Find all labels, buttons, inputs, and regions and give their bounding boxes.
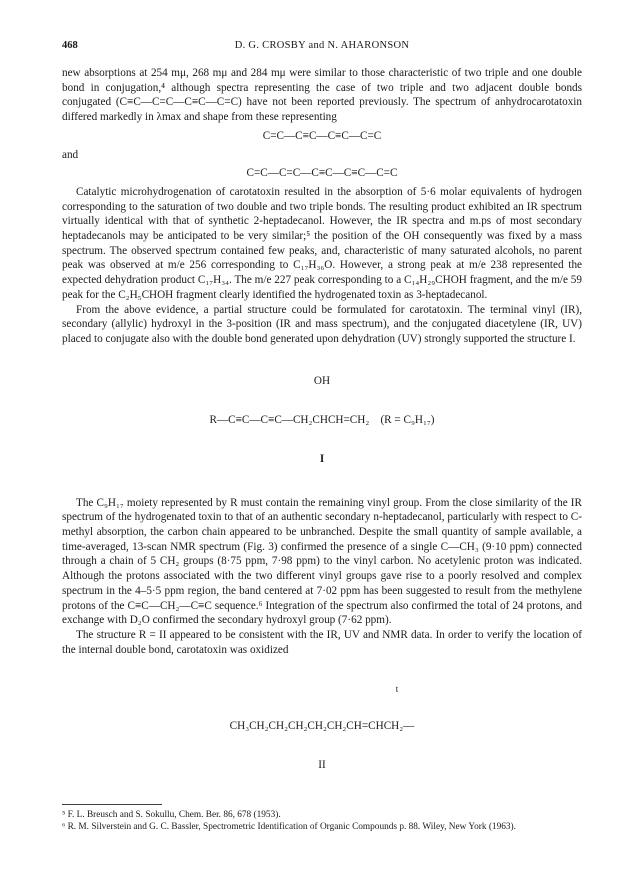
footnote-6: ⁶ R. M. Silverstein and G. C. Bassler, Spectrometric Identification of Organic Compounds p. 88. Wiley, New York (1963). [62, 822, 516, 833]
running-head: D. G. CROSBY and N. AHARONSON [234, 40, 410, 51]
page-header [62, 40, 582, 56]
structure-2 [62, 659, 582, 798]
paragraph-2: Catalytic microhydrogenation of carotatoxin resulted in the absorption of 5·6 molar equivalents of hydrogen corresponding to the saturation of two double and two triple bonds. The resulting product exhibited an IR spectrum virtually identical with that of synthetic 2-heptadecanol. However, the IR spectra and m.ps of most secondary heptadecanols may be anticipated to be very similar;⁵ the position of the OH consequently was fixed by a mass spectrum. The observed spectrum contained few peaks, and, characteristic of many saturated alcohols, no parent peak was observed at m/e 256 corresponding to C₁₇H₃₆O. However, a strong peak at m/e 238 represented the expected dehydration product C₁₇H₃₄. The m/e 227 peak corresponding to a C₁₄H₂₉CHOH fragment, and the m/e 59 peak for the C₂H₅CHOH fragment clearly identified the hydrogenated toxin as 3-heptadecanol. [62, 185, 582, 301]
article-body [62, 66, 582, 833]
structure-2-mark: t [395, 684, 399, 695]
structure-1-label: I [319, 452, 325, 465]
and-connector: and [62, 148, 79, 161]
page-number: 468 [62, 40, 78, 51]
paragraph-3: From the above evidence, a partial structure could be formulated for carotatoxin. The terminal vinyl (IR), secondary (allylic) hydroxyl in the 3-position (IR and mass spectrum), and the conjugated diacetylene (IR, UV) placed to conjugate also with the double bond generated upon dehydration (UV) strongly supported the structure I. [62, 303, 582, 345]
structure-2-label: II [318, 759, 326, 772]
paragraph-4: The C₉H₁₇ moiety represented by R must contain the remaining vinyl group. From the close similarity of the IR spectrum of the hydrogenated toxin to that of an authentic secondary n-heptadecanol, particularly with respect to C-methyl absorption, the carbon chain appeared to be unbranched. Despite the small quantity of sample available, a time-averaged, 13-scan NMR spectrum (Fig. 3) confirmed the presence of a single C—CH₃ (9·10 ppm) connected through a chain of 5 CH₂ groups (8·75 ppm, 7·98 ppm) to the vinyl carbon. No acetylenic proton was indicated. Although the protons associated with the two different vinyl groups gave rise to a poorly resolved and complex spectrum in the 4–5·5 ppm region, the band centered at 7·02 ppm has been suggested to result from the methylene protons of the C≡C—CH₂—C≡C sequence.⁶ Integration of the spectrum also confirmed the total of 24 protons, and exchange with D₂O confirmed the secondary hydroxyl group (7·62 ppm). [62, 496, 582, 627]
paragraph-5: The structure R = II appeared to be consistent with the IR, UV and NMR data. In order to verify the location of the internal double bond, carotatoxin was oxidized [62, 628, 582, 656]
footnote-5: ⁵ F. L. Breusch and S. Sokullu, Chem. Ber. 86, 678 (1953). [62, 810, 281, 821]
footnote-rule [62, 804, 162, 805]
formula-2: C=C—C=C—C≡C—C≡C—C=C [246, 167, 398, 180]
structure-2-formula: CH₃CH₂CH₂CH₂CH₂CH₂CH=CHCH₂— [229, 720, 415, 733]
structure-1 [62, 349, 582, 492]
paragraph-1: new absorptions at 254 mμ, 268 mμ and 284 mμ were similar to those characteristic of two triple and one double bond in conjugation,⁴ although spectra representing the case of two triple and two adjacent double bonds conjugated (C≡C—C=C—C≡C—C=C) have not been reported previously. The spectrum of anhydrocarotatoxin differed markedly in λmax and shape from these representing [62, 67, 582, 124]
structure-1-formula: R—C≡C—C≡C—CH₂CHCH=CH₂ (R = C₉H₁₇) [209, 413, 435, 426]
formula-1: C=C—C≡C—C≡C—C=C [262, 129, 382, 142]
structure-1-oh: OH [313, 374, 331, 387]
